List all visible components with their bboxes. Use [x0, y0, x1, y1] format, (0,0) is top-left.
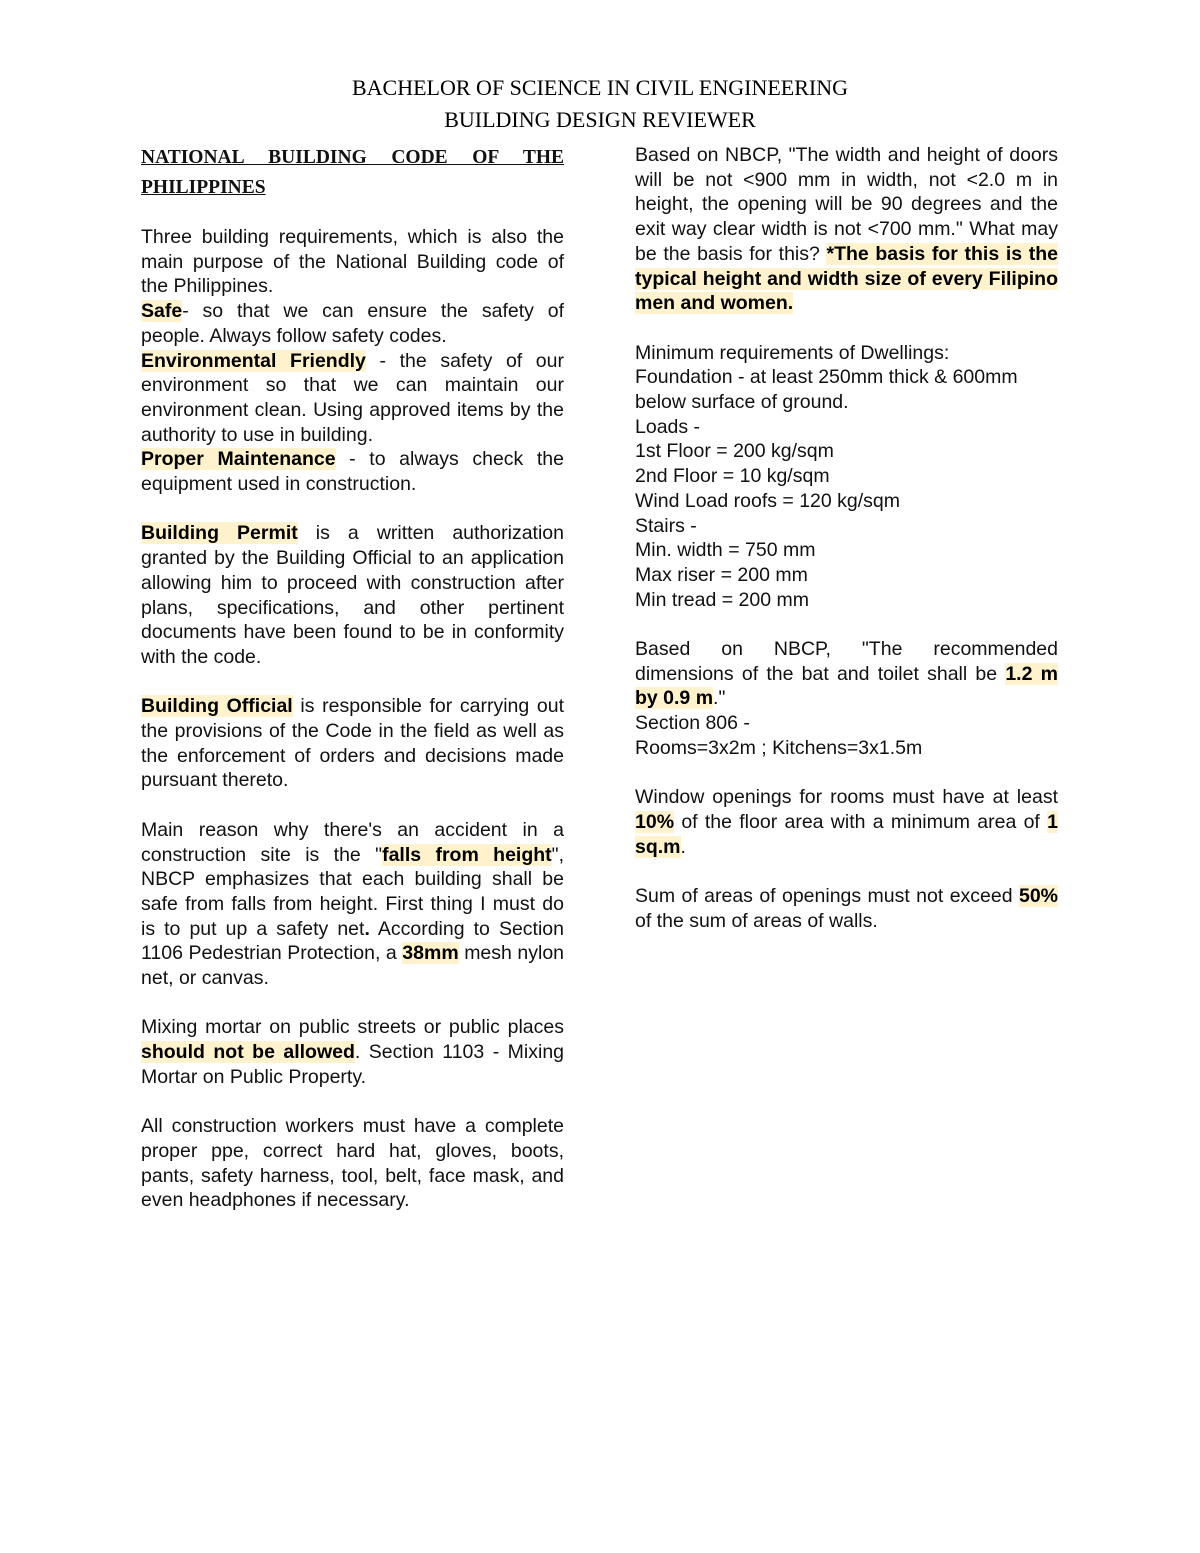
window-text-a: Window openings for rooms must have at least: [635, 786, 1058, 809]
accident-text-a: Main reason why there's an accident in a construction site is the ": [141, 818, 564, 866]
doors-paragraph: [635, 143, 1058, 316]
stair-max-riser: Max riser = 200 mm: [635, 563, 808, 586]
mortar-text-a: Mixing mortar on public streets or public places: [141, 1016, 564, 1039]
window-area: 1 sq.m: [635, 810, 1058, 858]
header-line-1: BACHELOR OF SCIENCE IN CIVIL ENGINEERING: [352, 75, 848, 100]
toilet-block: [635, 637, 1058, 761]
accident-mesh: 38mm: [402, 942, 459, 965]
document-header: [0, 72, 1200, 136]
official-term: Building Official: [141, 695, 293, 718]
window-percent: 10%: [635, 810, 675, 833]
maint-text: - to always check the equipment used in construction.: [141, 448, 564, 496]
safe-paragraph: [141, 299, 564, 348]
permit-paragraph: [141, 521, 564, 669]
doors-term: *The basis for this is the typical height and width size of every Filipino men and women.: [635, 242, 1058, 315]
ppe-paragraph: All construction workers must have a complete proper ppe, correct hard hat, gloves, boots, pants, safety harness, tool, belt, face mask, and even headphones if necessary.: [141, 1115, 564, 1212]
stair-min-tread: Min tread = 200 mm: [635, 588, 809, 611]
accident-text-b: ", NBCP emphasizes that each building shall be safe from falls from height. First thing I must do is to put up a safety net: [141, 843, 565, 940]
accident-term: falls from height: [382, 843, 552, 866]
left-column: [141, 143, 564, 1238]
env-paragraph: [141, 349, 564, 448]
section-806: Section 806 -: [635, 712, 750, 735]
official-paragraph: [141, 694, 564, 793]
mortar-paragraph: [141, 1015, 564, 1089]
loads-title: Loads -: [635, 415, 701, 438]
safe-text: - so that we can ensure the safety of people. Always follow safety codes.: [141, 300, 564, 347]
header-line-2: BUILDING DESIGN REVIEWER: [444, 107, 756, 132]
right-column: [635, 143, 1058, 958]
accident-text-c: According to Section 1106 Pedestrian Protection, a: [141, 917, 564, 965]
stair-min-width: Min. width = 750 mm: [635, 539, 816, 562]
sum-paragraph: [635, 884, 1058, 933]
toilet-term: 1.2 m by 0.9 m: [635, 662, 1058, 710]
permit-text: is a written authorization granted by the Building Official to an application allowing him to proceed with construction after plans, specifications, and other pertinent documents have been found to be in conformity with the code.: [141, 522, 564, 668]
section-heading: [141, 143, 564, 203]
doors-text: Based on NBCP, "The width and height of doors will be not <900 mm in width, not <2.0 m in height, the opening will be 90 degrees and the exit way clear width is not <700 mm." What may be the basis for this?: [635, 144, 1058, 265]
accident-dot: .: [364, 917, 370, 940]
sum-text-b: of the sum of areas of walls.: [635, 909, 878, 932]
official-text: is responsible for carrying out the provisions of the Code in the field as well as the enforcement of orders and decisions made pursuant thereto.: [141, 695, 564, 792]
load-first-floor: 1st Floor = 200 kg/sqm: [635, 440, 834, 463]
load-second-floor: 2nd Floor = 10 kg/sqm: [635, 465, 830, 488]
env-term: Environmental Friendly: [141, 349, 366, 372]
intro-paragraph: Three building requirements, which is also the main purpose of the National Building code of the Philippines.: [141, 226, 564, 298]
sum-text-a: Sum of areas of openings must not exceed: [635, 885, 1019, 908]
env-text: - the safety of our environment so that we can maintain our environment clean. Using approved items by the authority to use in building.: [141, 349, 564, 446]
toilet-paragraph: [635, 637, 1058, 711]
window-text-b: of the floor area with a minimum area of: [674, 810, 1048, 833]
window-text-c: .: [680, 835, 686, 858]
accident-paragraph: [141, 818, 564, 991]
stairs-title: Stairs -: [635, 514, 697, 537]
heading-part-2: PHILIPPINES: [141, 177, 266, 198]
dwellings-block: [635, 341, 1058, 613]
maint-paragraph: [141, 447, 564, 496]
safe-term: Safe: [141, 300, 183, 323]
window-paragraph: [635, 785, 1058, 859]
load-wind-roofs: Wind Load roofs = 120 kg/sqm: [635, 489, 901, 512]
sum-percent: 50%: [1018, 885, 1058, 908]
mortar-term: should not be allowed: [141, 1041, 355, 1064]
dwellings-title: Minimum requirements of Dwellings:: [635, 341, 950, 364]
heading-part-1: NATIONAL BUILDING CODE OF THE: [141, 147, 564, 168]
permit-term: Building Permit: [141, 522, 298, 545]
rooms-kitchens: Rooms=3x2m ; Kitchens=3x1.5m: [635, 736, 923, 759]
toilet-text-b: .": [713, 687, 726, 710]
dwellings-foundation: Foundation - at least 250mm thick & 600mm below surface of ground.: [635, 366, 1018, 414]
toilet-text-a: Based on NBCP, "The recommended dimensions of the bat and toilet shall be: [635, 638, 1058, 685]
accident-text-d: mesh nylon net, or canvas.: [141, 942, 565, 990]
maint-term: Proper Maintenance: [141, 448, 336, 471]
mortar-text-b: . Section 1103 - Mixing Mortar on Public Property.: [141, 1041, 565, 1088]
